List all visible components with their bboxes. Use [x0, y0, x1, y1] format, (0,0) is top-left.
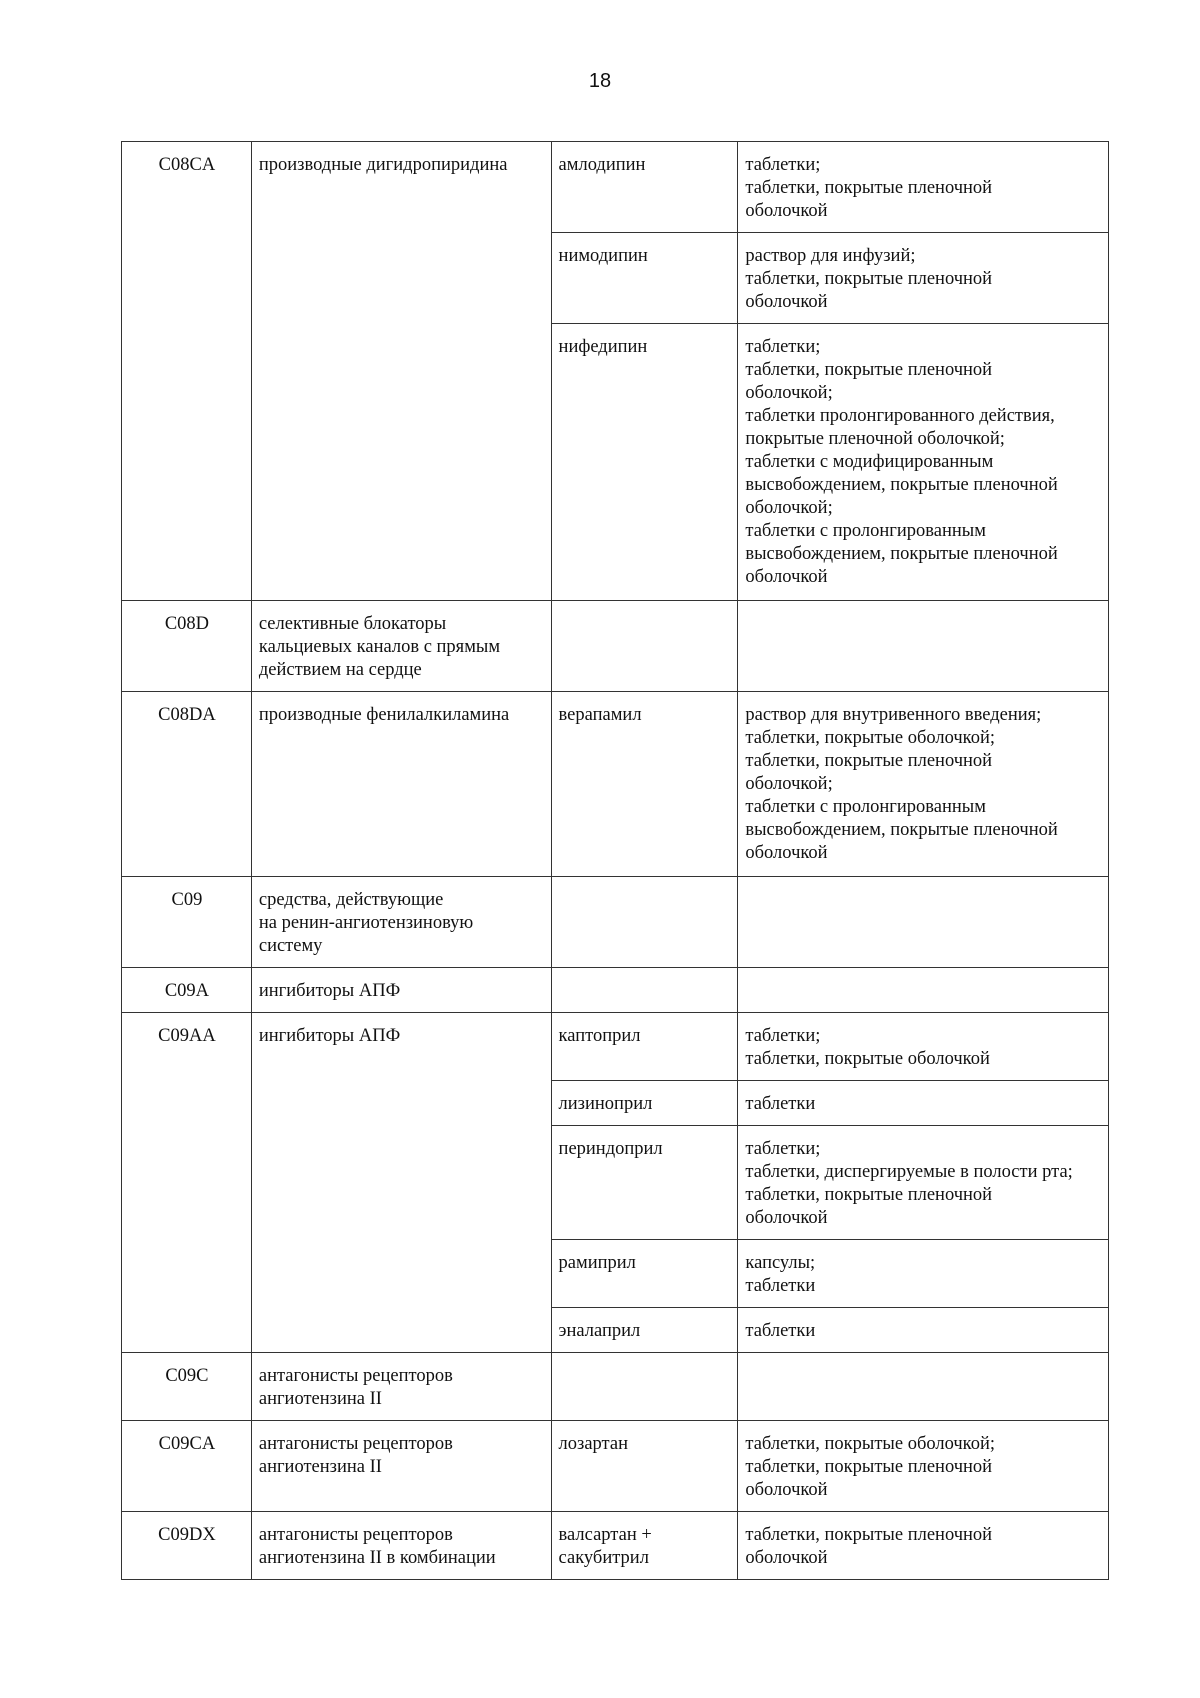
dosage-forms-cell: таблетки [738, 1308, 1109, 1353]
group-name-cell: антагонисты рецепторов ангиотензина II [251, 1421, 551, 1512]
dosage-forms-cell: таблетки, покрытые пленочной оболочкой [738, 1512, 1109, 1580]
atc-code-cell: C08DA [122, 692, 252, 877]
atc-code-cell: C09A [122, 968, 252, 1013]
drug-name-cell [551, 601, 738, 692]
atc-code-cell: C09CA [122, 1421, 252, 1512]
dosage-forms-cell: раствор для инфузий; таблетки, покрытые пленочной оболочкой [738, 233, 1109, 324]
page-number: 18 [588, 70, 612, 92]
dosage-forms-cell: раствор для внутривенного введения; таблетки, покрытые оболочкой; таблетки, покрытые пленочной оболочкой; таблетки с пролонгированным высвобождением, покрытые пленочной оболочкой [738, 692, 1109, 877]
dosage-forms-cell: таблетки [738, 1081, 1109, 1126]
drug-name-cell [551, 968, 738, 1013]
drug-name-cell: лозартан [551, 1421, 738, 1512]
group-name-cell: производные фенилалкиламина [251, 692, 551, 877]
drug-name-cell: рамиприл [551, 1240, 738, 1308]
drug-table [121, 141, 1109, 1580]
dosage-forms-cell: капсулы; таблетки [738, 1240, 1109, 1308]
table-row [122, 968, 1109, 1013]
atc-code-cell: C09DX [122, 1512, 252, 1580]
dosage-forms-cell [738, 1353, 1109, 1421]
atc-code-cell: C09 [122, 877, 252, 968]
drug-name-cell [551, 877, 738, 968]
group-name-cell: селективные блокаторы кальциевых каналов с прямым действием на сердце [251, 601, 551, 692]
drug-name-cell: нимодипин [551, 233, 738, 324]
dosage-forms-cell: таблетки; таблетки, покрытые пленочной оболочкой [738, 142, 1109, 233]
dosage-forms-cell [738, 601, 1109, 692]
drug-name-cell [551, 1353, 738, 1421]
dosage-forms-cell: таблетки; таблетки, покрытые пленочной оболочкой; таблетки пролонгированного действия, покрытые пленочной оболочкой; таблетки с модифицированным высвобождением, покрытые пленочной оболочкой; таблетки с пролонгированным высвобождением, покрытые пленочной оболочкой [738, 324, 1109, 601]
table-row [122, 142, 1109, 233]
group-name-cell: ингибиторы АПФ [251, 968, 551, 1013]
atc-code-cell: C08CA [122, 142, 252, 601]
dosage-forms-cell: таблетки, покрытые оболочкой; таблетки, покрытые пленочной оболочкой [738, 1421, 1109, 1512]
drug-name-cell: нифедипин [551, 324, 738, 601]
table-row [122, 877, 1109, 968]
group-name-cell: ингибиторы АПФ [251, 1013, 551, 1353]
group-name-cell: производные дигидропиридина [251, 142, 551, 601]
drug-name-cell: верапамил [551, 692, 738, 877]
dosage-forms-cell [738, 877, 1109, 968]
drug-name-cell: амлодипин [551, 142, 738, 233]
table-row [122, 1013, 1109, 1081]
dosage-forms-cell: таблетки; таблетки, диспергируемые в полости рта; таблетки, покрытые пленочной оболочкой [738, 1126, 1109, 1240]
atc-code-cell: C09C [122, 1353, 252, 1421]
table-row [122, 601, 1109, 692]
table-row [122, 1512, 1109, 1580]
group-name-cell: антагонисты рецепторов ангиотензина II в комбинации [251, 1512, 551, 1580]
drug-name-cell: эналаприл [551, 1308, 738, 1353]
table-row [122, 692, 1109, 877]
group-name-cell: средства, действующие на ренин-ангиотензиновую систему [251, 877, 551, 968]
dosage-forms-cell: таблетки; таблетки, покрытые оболочкой [738, 1013, 1109, 1081]
table-row [122, 1421, 1109, 1512]
drug-name-cell: валсартан + сакубитрил [551, 1512, 738, 1580]
table-row [122, 1353, 1109, 1421]
drug-name-cell: периндоприл [551, 1126, 738, 1240]
drug-name-cell: лизиноприл [551, 1081, 738, 1126]
group-name-cell: антагонисты рецепторов ангиотензина II [251, 1353, 551, 1421]
drug-name-cell: каптоприл [551, 1013, 738, 1081]
atc-code-cell: C09AA [122, 1013, 252, 1353]
atc-code-cell: C08D [122, 601, 252, 692]
dosage-forms-cell [738, 968, 1109, 1013]
